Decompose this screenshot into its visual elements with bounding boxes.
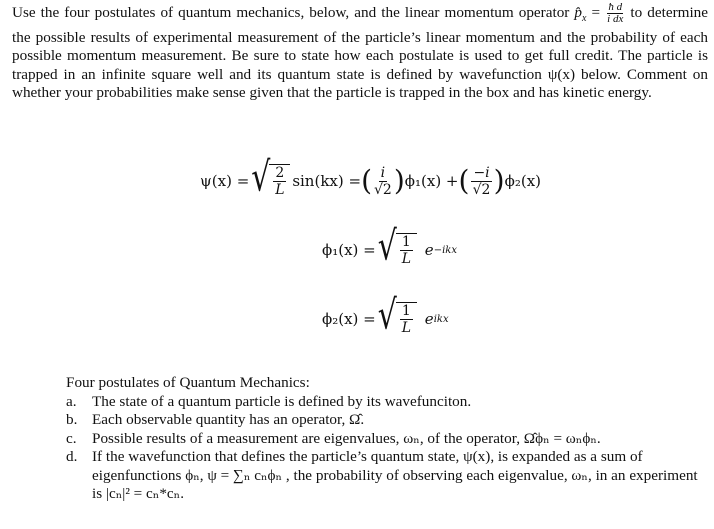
psi-equation: ψ(x) = √ 2 L sin(kx) = ( i √2 ) ϕ₁(x) + ( −i √2 ) ϕ₂(x) bbox=[200, 154, 542, 202]
postulates-section bbox=[66, 374, 708, 504]
list-item: c. Possible results of a measurement are eigenvalues, ωₙ, of the operator, Ω̂ϕₙ = ωₙϕₙ. bbox=[66, 429, 601, 447]
phi1-equation: ϕ₁(x) = √ 1 L e −ikx bbox=[322, 223, 457, 271]
problem-body: to determine the possible results of experimental measurement of the particle’s linear momentum and the probability of each possible momentum measurement. Be sure to state how each postulate is used to get full credit. The particle is trapped in an infinite square well and its quantum state is defined by wavefunction ψ(x) below. Comment on whether your probabilities make sense given that the particle is trapped in the box and has kinetic energy. bbox=[12, 3, 709, 102]
list-item: b. Each observable quantity has an operator, Ω̂. bbox=[66, 411, 365, 428]
operator-equals: = bbox=[591, 3, 601, 21]
list-item: d. If the wavefunction that defines the particle’s quantum state, ψ(x), is expanded as a sum of eigenfunctions ϕₙ, ψ = ∑ₙ cₙϕₙ , the probability of observing each eigenvalue, ωₙ, in an experiment is |cₙ|² = cₙ*cₙ. bbox=[66, 448, 698, 502]
postulates-title: Four postulates of Quantum Mechanics: bbox=[66, 374, 310, 391]
postulates-list bbox=[66, 393, 708, 504]
list-item: a. The state of a quantum particle is defined by its wavefunciton. bbox=[66, 392, 472, 410]
problem-statement bbox=[12, 2, 708, 103]
momentum-operator: $p̂_x$ bbox=[574, 3, 587, 25]
operator-fraction: $\frac{\text{ħ d}}{\text{i dx}}$ bbox=[607, 1, 624, 25]
problem-intro: Use the four postulates of quantum mechanics, below, and the linear momentum operator bbox=[12, 3, 570, 21]
phi2-equation: ϕ₂(x) = √ 1 L e ikx bbox=[322, 292, 449, 340]
